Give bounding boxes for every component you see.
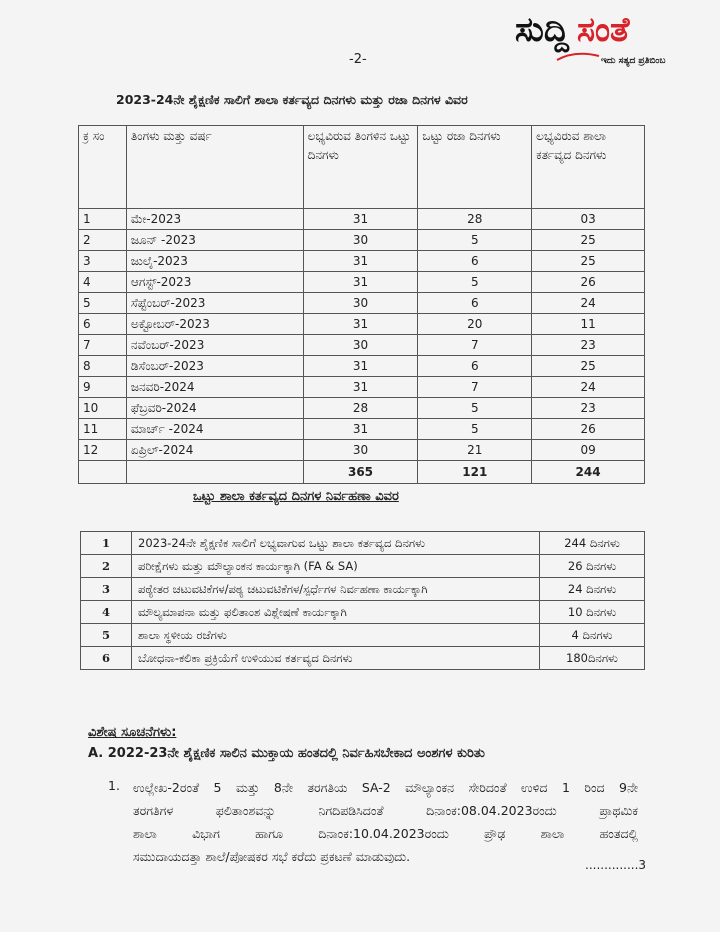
cell-working-days: 03 — [532, 209, 645, 230]
cell-total-days: 31 — [303, 356, 418, 377]
cell-serial: 10 — [79, 398, 127, 419]
cell-holidays: 6 — [418, 356, 532, 377]
cell-serial: 1 — [79, 209, 127, 230]
table-row — [81, 532, 645, 555]
cell-holidays: 5 — [418, 272, 532, 293]
cell-total-days: 31 — [303, 419, 418, 440]
row-description: ಪರೀಕ್ಷೆಗಳು ಮತ್ತು ಮೌಲ್ಯಾಂಕನ ಕಾರ್ಯಕ್ಕಾಗಿ (FA & SA) — [132, 555, 540, 578]
table-row — [79, 335, 645, 356]
logo-swoosh-icon — [555, 52, 601, 62]
cell-month: ಡಿಸೆಂಬರ್-2023 — [126, 356, 303, 377]
row-days: 10 ದಿನಗಳು — [540, 601, 645, 624]
working-days-table — [78, 125, 645, 484]
row-number: 2 — [81, 555, 132, 578]
cell-working-days: 24 — [532, 293, 645, 314]
row-description: ಬೋಧನಾ-ಕಲಿಕಾ ಪ್ರಕ್ರಿಯೆಗೆ ಉಳಿಯುವ ಕರ್ತವ್ಯದ ದಿನಗಳು — [132, 647, 540, 670]
header-holidays: ಒಟ್ಟು ರಜಾ ದಿನಗಳು — [418, 126, 532, 209]
cell-working-days: 25 — [532, 251, 645, 272]
cell-month: ಮಾರ್ಚ್ -2024 — [126, 419, 303, 440]
row-description: ಪಠ್ಯೇತರ ಚಟುವಟಿಕೆಗಳ/ಪಠ್ಯ ಚಟುವಟಿಕೆಗಳ/ಸ್ಪರ್ಧೆಗಳ ನಿರ್ವಹಣಾ ಕಾರ್ಯಕ್ಕಾಗಿ — [132, 578, 540, 601]
total-cell-working-days: 244 — [532, 461, 645, 484]
cell-serial: 9 — [79, 377, 127, 398]
cell-holidays: 21 — [418, 440, 532, 461]
table-row — [79, 251, 645, 272]
item-number: 1. — [108, 778, 120, 793]
table-row — [79, 272, 645, 293]
cell-holidays: 5 — [418, 230, 532, 251]
cell-serial: 8 — [79, 356, 127, 377]
cell-total-days: 31 — [303, 272, 418, 293]
item-paragraph — [133, 776, 638, 868]
cell-month: ಆಗಸ್ಟ್-2023 — [126, 272, 303, 293]
header-serial: ಕ್ರ ಸಂ — [79, 126, 127, 209]
table-row — [79, 356, 645, 377]
row-number: 3 — [81, 578, 132, 601]
cell-month: ಏಪ್ರಿಲ್-2024 — [126, 440, 303, 461]
logo-wordmark — [515, 10, 629, 50]
cell-holidays: 5 — [418, 419, 532, 440]
cell-holidays: 7 — [418, 335, 532, 356]
paragraph-line: ಉಲ್ಲೇಖ-2ರಂತೆ 5 ಮತ್ತು 8ನೇ ತರಗತಿಯ SA-2 ಮೌಲ್ಯಾಂಕನ ಸೇರಿದಂತೆ ಉಳಿದ 1 ರಿಂದ 9ನೇ — [133, 780, 638, 795]
cell-working-days: 26 — [532, 419, 645, 440]
cell-total-days: 30 — [303, 293, 418, 314]
row-description: ಶಾಲಾ ಸ್ಥಳೀಯ ರಜೆಗಳು — [132, 624, 540, 647]
row-days: 244 ದಿನಗಳು — [540, 532, 645, 555]
cell-month: ಸೆಪ್ಟೆಂಬರ್-2023 — [126, 293, 303, 314]
logo-word-black: ಸುದ್ದಿ — [515, 10, 569, 50]
table-row — [79, 293, 645, 314]
row-number: 6 — [81, 647, 132, 670]
cell-month: ಅಕ್ಟೋಬರ್-2023 — [126, 314, 303, 335]
table1-title: 2023-24ನೇ ಶೈಕ್ಷಣಿಕ ಸಾಲಿಗೆ ಶಾಲಾ ಕರ್ತವ್ಯದ ದಿನಗಳು ಮತ್ತು ರಜಾ ದಿನಗಳ ವಿವರ — [116, 92, 468, 107]
cell-total-days: 31 — [303, 251, 418, 272]
cell-total-days: 30 — [303, 230, 418, 251]
paragraph-line: ಸಮುದಾಯದತ್ತಾ ಶಾಲೆ/ಪೋಷಕರ ಸಭೆ ಕರೆದು ಪ್ರಕಟಣೆ ಮಾಡುವುದು. — [133, 849, 411, 864]
header-working-days: ಲಭ್ಯವಿರುವ ಶಾಲಾ ಕರ್ತವ್ಯದ ದಿನಗಳು — [532, 126, 645, 209]
brand-logo — [515, 10, 715, 72]
table-total-row — [79, 461, 645, 484]
row-number: 4 — [81, 601, 132, 624]
row-days: 26 ದಿನಗಳು — [540, 555, 645, 578]
table-row — [79, 398, 645, 419]
table-row — [81, 555, 645, 578]
cell-holidays: 6 — [418, 251, 532, 272]
total-cell-serial — [79, 461, 127, 484]
cell-working-days: 26 — [532, 272, 645, 293]
row-description: ಮೌಲ್ಯಮಾಪನಾ ಮತ್ತು ಫಲಿತಾಂಶ ವಿಶ್ಲೇಷಣೆ ಕಾರ್ಯಕ್ಕಾಗಿ — [132, 601, 540, 624]
cell-serial: 2 — [79, 230, 127, 251]
cell-total-days: 31 — [303, 314, 418, 335]
table-row — [79, 440, 645, 461]
header-month: ತಿಂಗಳು ಮತ್ತು ವರ್ಷ — [126, 126, 303, 209]
row-days: 180ದಿನಗಳು — [540, 647, 645, 670]
logo-tagline: ಇದು ಸತ್ಯದ ಪ್ರತಿಬಿಂಬ — [601, 56, 666, 66]
cell-serial: 7 — [79, 335, 127, 356]
total-cell-month — [126, 461, 303, 484]
special-notes-heading: ವಿಶೇಷ ಸೂಚನೆಗಳು: — [88, 725, 177, 740]
row-description: 2023-24ನೇ ಶೈಕ್ಷಣಿಕ ಸಾಲಿಗೆ ಲಭ್ಯವಾಗುವ ಒಟ್ಟು ಶಾಲಾ ಕರ್ತವ್ಯದ ದಿನಗಳು — [132, 532, 540, 555]
cell-serial: 4 — [79, 272, 127, 293]
row-number: 1 — [81, 532, 132, 555]
cell-serial: 6 — [79, 314, 127, 335]
table-row — [81, 601, 645, 624]
logo-word-red: ಸಂತೆ — [576, 10, 630, 50]
cell-working-days: 23 — [532, 398, 645, 419]
cell-total-days: 31 — [303, 377, 418, 398]
cell-working-days: 24 — [532, 377, 645, 398]
cell-month: ಜುಲೈ-2023 — [126, 251, 303, 272]
cell-total-days: 30 — [303, 440, 418, 461]
table-row — [79, 377, 645, 398]
cell-serial: 5 — [79, 293, 127, 314]
total-cell-holidays: 121 — [418, 461, 532, 484]
cell-total-days: 31 — [303, 209, 418, 230]
row-days: 24 ದಿನಗಳು — [540, 578, 645, 601]
cell-month: ಮೇ-2023 — [126, 209, 303, 230]
table-row — [81, 578, 645, 601]
row-number: 5 — [81, 624, 132, 647]
cell-month: ಜೂನ್ -2023 — [126, 230, 303, 251]
table-row — [79, 314, 645, 335]
cell-holidays: 5 — [418, 398, 532, 419]
cell-holidays: 7 — [418, 377, 532, 398]
page-number: -2- — [349, 52, 367, 67]
table2-title: ಒಟ್ಟು ಶಾಲಾ ಕರ್ತವ್ಯದ ದಿನಗಳ ನಿರ್ವಹಣಾ ವಿವರ — [193, 489, 399, 504]
duty-days-breakdown-table — [80, 531, 645, 670]
cell-holidays: 6 — [418, 293, 532, 314]
paragraph-line: ಶಾಲಾ ವಿಭಾಗ ಹಾಗೂ ದಿನಾಂಕ:10.04.2023ರಂದು ಪ್ರೌಢ ಶಾಲಾ ಹಂತದಲ್ಲಿ — [133, 826, 638, 841]
cell-working-days: 23 — [532, 335, 645, 356]
cell-total-days: 28 — [303, 398, 418, 419]
table-row — [79, 209, 645, 230]
cell-total-days: 30 — [303, 335, 418, 356]
table-row — [81, 624, 645, 647]
cell-month: ಜನವರಿ-2024 — [126, 377, 303, 398]
cell-serial: 12 — [79, 440, 127, 461]
cell-working-days: 11 — [532, 314, 645, 335]
section-a-heading: A. 2022-23ನೇ ಶೈಕ್ಷಣಿಕ ಸಾಲಿನ ಮುಕ್ತಾಯ ಹಂತದಲ್ಲಿ ನಿರ್ವಹಿಸಬೇಕಾದ ಅಂಶಗಳ ಕುರಿತು — [88, 746, 485, 761]
cell-holidays: 20 — [418, 314, 532, 335]
paragraph-line: ತರಗತಿಗಳ ಫಲಿತಾಂಶವನ್ನು ನಿಗದಿಪಡಿಸಿದಂತೆ ದಿನಾಂಕ:08.04.2023ರಂದು ಪ್ರಾಥಮಿಕ — [133, 803, 638, 818]
header-total-days: ಲಭ್ಯವಿರುವ ತಿಂಗಳಿನ ಒಟ್ಟು ದಿನಗಳು — [303, 126, 418, 209]
cell-serial: 3 — [79, 251, 127, 272]
table-row — [79, 230, 645, 251]
cell-working-days: 25 — [532, 230, 645, 251]
cell-serial: 11 — [79, 419, 127, 440]
cell-holidays: 28 — [418, 209, 532, 230]
row-days: 4 ದಿನಗಳು — [540, 624, 645, 647]
total-cell-total-days: 365 — [303, 461, 418, 484]
cell-month: ನವೆಂಬರ್-2023 — [126, 335, 303, 356]
cell-working-days: 25 — [532, 356, 645, 377]
table-header-row — [79, 126, 645, 209]
continued-marker: ..............3 — [585, 858, 647, 872]
table-row — [81, 647, 645, 670]
cell-working-days: 09 — [532, 440, 645, 461]
table-row — [79, 419, 645, 440]
cell-month: ಫೆಬ್ರವರಿ-2024 — [126, 398, 303, 419]
